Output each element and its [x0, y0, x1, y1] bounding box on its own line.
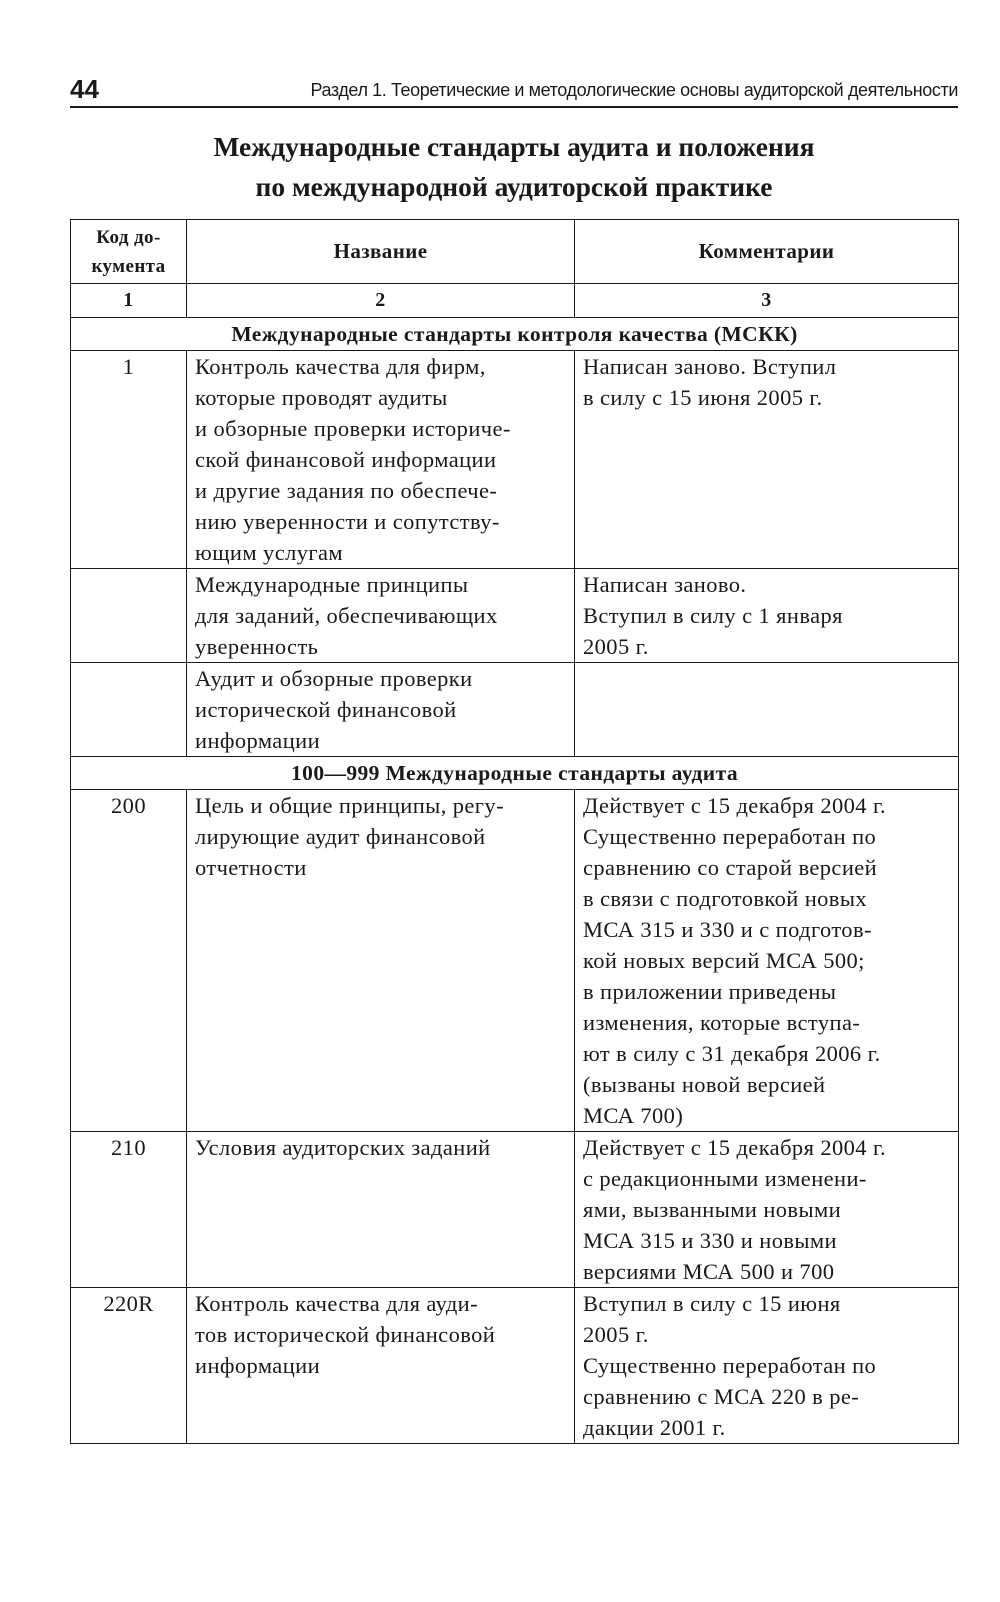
- comment-line: в приложении приведены: [583, 979, 837, 1004]
- section-row-msa: [71, 757, 959, 790]
- document-name: [187, 663, 575, 757]
- comment-line: в силу с 15 июня 2005 г.: [583, 385, 823, 410]
- name-line: информации: [195, 728, 321, 753]
- document-comment: [575, 1288, 959, 1444]
- table-row: [71, 790, 959, 1132]
- comment-line: Вступил в силу с 1 января: [583, 603, 843, 628]
- comment-line: МСА 315 и 330 и новыми: [583, 1228, 837, 1253]
- name-line: тов исторической финансовой: [195, 1322, 496, 1347]
- name-line: нию уверенности и сопутству-: [195, 509, 500, 534]
- comment-line: Существенно переработан по: [583, 1353, 877, 1378]
- comment-line: изменения, которые вступа-: [583, 1010, 861, 1035]
- header-code-line-2: кумента: [91, 255, 166, 277]
- header-code: [71, 220, 187, 284]
- name-line: лирующие аудит финансовой: [195, 824, 486, 849]
- document-comment: [575, 569, 959, 663]
- document-comment: [575, 663, 959, 757]
- document-code: [71, 569, 187, 663]
- name-line: информации: [195, 1353, 321, 1378]
- comment-line: сравнению с МСА 220 в ре-: [583, 1384, 860, 1409]
- header-name: Название: [187, 220, 575, 284]
- comment-line: (вызваны новой версией: [583, 1072, 826, 1097]
- running-head: Раздел 1. Теоретические и методологические основы аудиторской деятельности: [310, 80, 958, 100]
- name-line: исторической финансовой: [195, 697, 457, 722]
- name-line: уверенность: [195, 634, 319, 659]
- comment-line: Действует с 15 декабря 2004 г.: [583, 1135, 887, 1160]
- name-line: Условия аудиторских заданий: [195, 1135, 491, 1160]
- section-title-mskk: Международные стандарты контроля качества (МСКК): [71, 318, 959, 351]
- name-line: для заданий, обеспечивающих: [195, 603, 498, 628]
- name-line: отчетности: [195, 855, 307, 880]
- column-number-1: 1: [71, 284, 187, 318]
- document-comment: [575, 351, 959, 569]
- name-line: которые проводят аудиты: [195, 385, 448, 410]
- standards-table: [70, 219, 959, 1444]
- table-row: [71, 569, 959, 663]
- header-comment: Комментарии: [575, 220, 959, 284]
- comment-line: с редакционными изменени-: [583, 1166, 867, 1191]
- comment-line: Написан заново.: [583, 572, 747, 597]
- table-row: [71, 663, 959, 757]
- section-title-msa: 100—999 Международные стандарты аудита: [71, 757, 959, 790]
- header-code-line-1: Код до-: [96, 226, 161, 248]
- comment-line: ями, вызванными новыми: [583, 1197, 842, 1222]
- comment-line: ют в силу с 31 декабря 2006 г.: [583, 1041, 881, 1066]
- comment-line: сравнению со старой версией: [583, 855, 878, 880]
- table-header-row: [71, 220, 959, 284]
- document-code: 220R: [71, 1288, 187, 1444]
- name-line: Цель и общие принципы, регу-: [195, 793, 504, 818]
- title-line-2: по международной аудиторской практике: [255, 171, 773, 202]
- document-code: 1: [71, 351, 187, 569]
- comment-line: Вступил в силу с 15 июня: [583, 1291, 841, 1316]
- column-number-2: 2: [187, 284, 575, 318]
- document-code: 210: [71, 1132, 187, 1288]
- document-name: [187, 790, 575, 1132]
- document-comment: [575, 790, 959, 1132]
- name-line: и другие задания по обеспече-: [195, 478, 498, 503]
- comment-line: Действует с 15 декабря 2004 г.: [583, 793, 887, 818]
- document-name: [187, 1288, 575, 1444]
- document-name: [187, 569, 575, 663]
- table-row: [71, 1132, 959, 1288]
- document-code: 200: [71, 790, 187, 1132]
- comment-line: Написан заново. Вступил: [583, 354, 837, 379]
- table-title: [70, 127, 958, 207]
- document-name: [187, 351, 575, 569]
- name-line: Аудит и обзорные проверки: [195, 666, 473, 691]
- name-line: Контроль качества для ауди-: [195, 1291, 479, 1316]
- document-code: [71, 663, 187, 757]
- column-number-row: [71, 284, 959, 318]
- document-name: [187, 1132, 575, 1288]
- comment-line: версиями МСА 500 и 700: [583, 1259, 835, 1284]
- table-row: [71, 351, 959, 569]
- comment-line: МСА 700): [583, 1103, 684, 1128]
- name-line: ской финансовой информации: [195, 447, 497, 472]
- comment-line: Существенно переработан по: [583, 824, 877, 849]
- name-line: Контроль качества для фирм,: [195, 354, 486, 379]
- name-line: Международные принципы: [195, 572, 469, 597]
- page-header: [70, 74, 958, 108]
- column-number-3: 3: [575, 284, 959, 318]
- comment-line: 2005 г.: [583, 1322, 649, 1347]
- name-line: и обзорные проверки историче-: [195, 416, 511, 441]
- document-comment: [575, 1132, 959, 1288]
- name-line: ющим услугам: [195, 540, 344, 565]
- comment-line: кой новых версий МСА 500;: [583, 948, 865, 973]
- page-number: 44: [70, 74, 99, 104]
- section-row-mskk: [71, 318, 959, 351]
- comment-line: в связи с подготовкой новых: [583, 886, 867, 911]
- comment-line: МСА 315 и 330 и с подготов-: [583, 917, 872, 942]
- title-line-1: Международные стандарты аудита и положения: [213, 131, 815, 162]
- table-row: [71, 1288, 959, 1444]
- comment-line: 2005 г.: [583, 634, 649, 659]
- comment-line: дакции 2001 г.: [583, 1415, 726, 1440]
